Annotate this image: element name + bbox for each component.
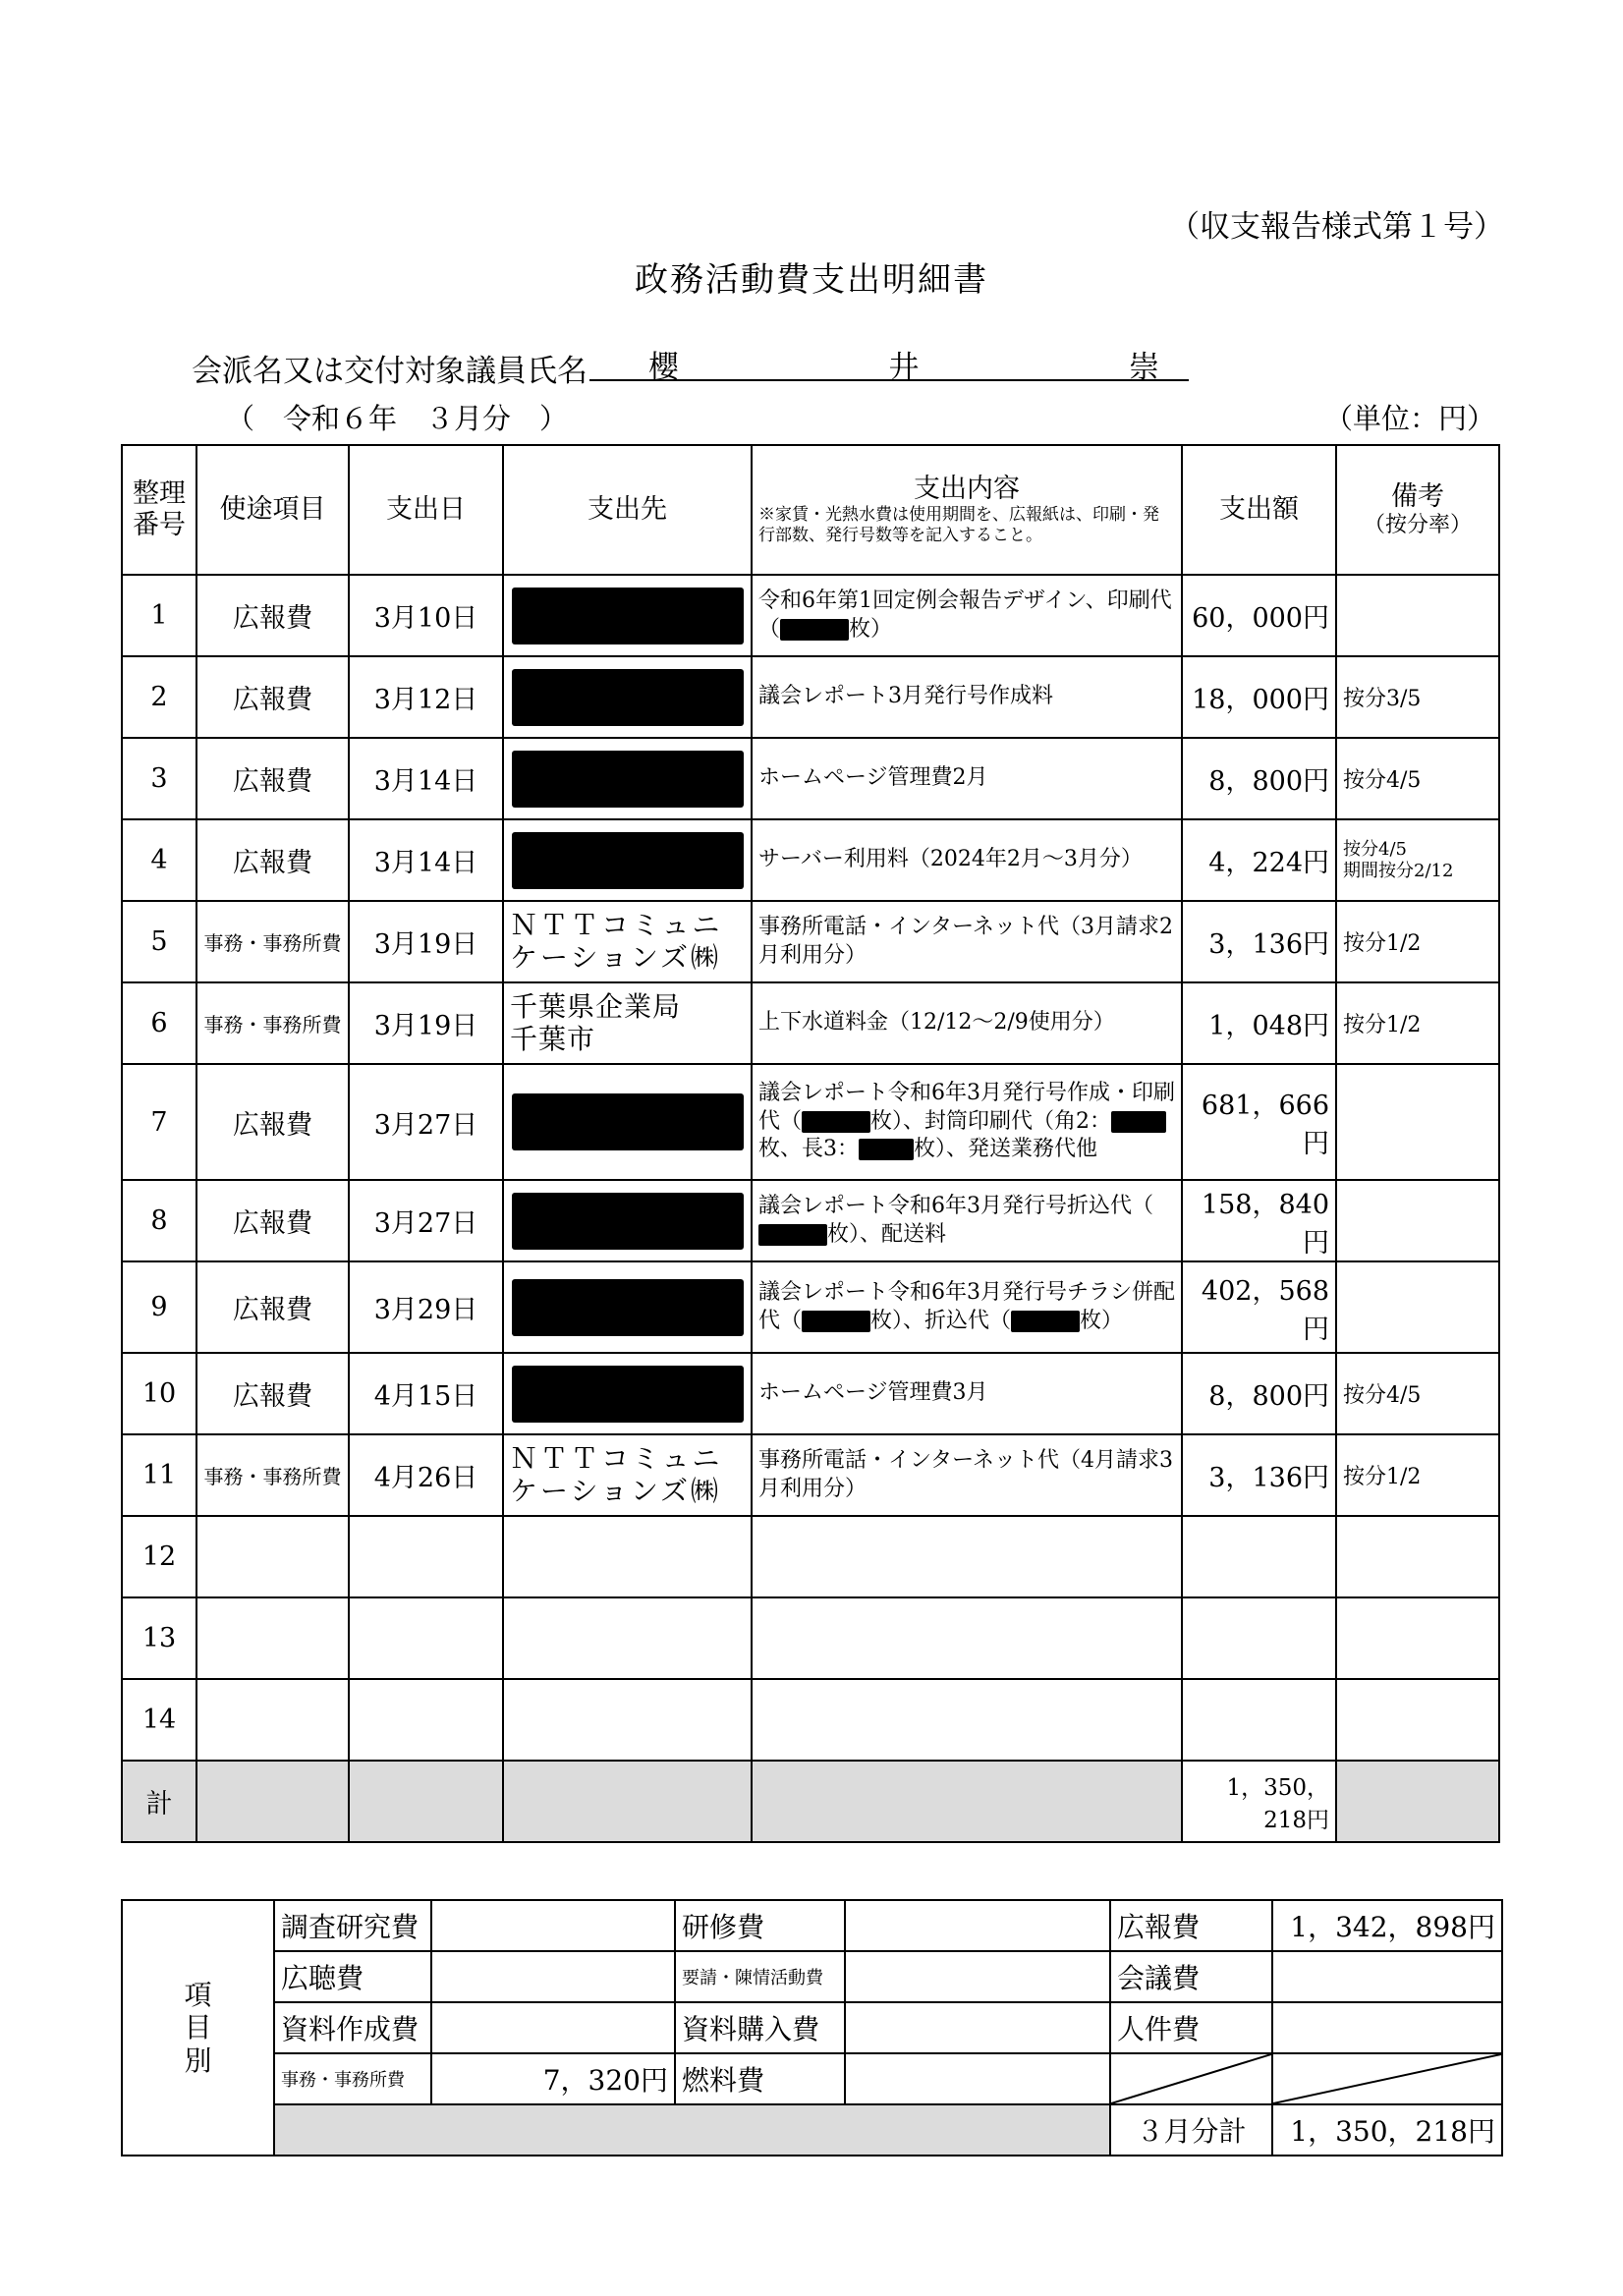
header-remarks-sub: （按分率） <box>1363 513 1472 537</box>
summary-item-label: 要請・陳情活動費 <box>675 1951 845 2002</box>
row-remarks: 按分1/2 <box>1336 982 1499 1064</box>
redaction <box>512 832 744 889</box>
row-date: 3月14日 <box>349 819 503 901</box>
summary-item-value <box>845 1951 1110 2002</box>
summary-item-label: 資料作成費 <box>274 2002 431 2053</box>
row-no: 10 <box>122 1353 196 1434</box>
form-id: （収支報告様式第１号） <box>1169 209 1504 245</box>
row-content: 事務所電話・インターネット代（4月請求3月利用分） <box>752 1434 1182 1516</box>
header-remarks-title: 備考 <box>1391 480 1444 512</box>
content-text: 枚）、発送業務代他 <box>914 1137 1098 1162</box>
row-date <box>349 1597 503 1679</box>
header-content-note: ※家賃・光熱水費は使用期間を、広報紙は、印刷・発行部数、発行号数等を記入すること。 <box>758 504 1159 546</box>
row-payee <box>503 738 752 819</box>
table-row <box>122 1516 1499 1597</box>
row-amount: 60，000円 <box>1182 575 1336 656</box>
row-category: 広報費 <box>196 1261 349 1353</box>
header-date: 支出日 <box>349 445 503 575</box>
row-date <box>349 1679 503 1761</box>
row-amount: 8，800円 <box>1182 1353 1336 1434</box>
row-category <box>196 1597 349 1679</box>
summary-item-value <box>431 1900 675 1951</box>
header-amount: 支出額 <box>1182 445 1336 575</box>
row-content <box>752 575 1182 656</box>
row-category: 事務・事務所費 <box>196 901 349 982</box>
owner-name-char: 櫻 <box>648 350 679 385</box>
header-payee: 支出先 <box>503 445 752 575</box>
redaction <box>512 669 744 726</box>
row-no: 14 <box>122 1679 196 1761</box>
row-amount: 8，800円 <box>1182 738 1336 819</box>
summary-item-label: 人件費 <box>1110 2002 1272 2053</box>
summary-item-value <box>1272 1951 1502 2002</box>
summary-item-value: 7，320円 <box>431 2053 675 2104</box>
side-char: 目 <box>184 2011 212 2044</box>
row-amount: 18，000円 <box>1182 656 1336 738</box>
summary-item-value: 1，342，898円 <box>1272 1900 1502 1951</box>
side-char: 項 <box>184 1978 212 2011</box>
row-date: 3月27日 <box>349 1064 503 1180</box>
row-category: 広報費 <box>196 1064 349 1180</box>
total-row <box>122 1761 1499 1842</box>
row-payee <box>503 1064 752 1180</box>
redaction <box>512 1193 744 1250</box>
row-remarks: 按分3/5 <box>1336 656 1499 738</box>
row-amount: 4，224円 <box>1182 819 1336 901</box>
row-payee <box>503 656 752 738</box>
table-row <box>122 1597 1499 1679</box>
row-remarks <box>1336 1597 1499 1679</box>
row-amount: 3，136円 <box>1182 901 1336 982</box>
row-remarks: 按分4/5 <box>1336 1353 1499 1434</box>
summary-item-label: 研修費 <box>675 1900 845 1951</box>
table-row <box>122 1261 1499 1353</box>
table-row <box>122 982 1499 1064</box>
content-text: 枚、長3： <box>758 1137 859 1162</box>
row-no: 6 <box>122 982 196 1064</box>
row-amount: 1，048円 <box>1182 982 1336 1064</box>
row-remarks: 按分1/2 <box>1336 1434 1499 1516</box>
redaction <box>1111 1111 1166 1133</box>
content-text: 枚） <box>849 616 893 642</box>
row-category: 広報費 <box>196 819 349 901</box>
table-row <box>122 1679 1499 1761</box>
row-content: サーバー利用料（2024年2月～3月分） <box>752 819 1182 901</box>
row-no: 5 <box>122 901 196 982</box>
row-payee: ＮＴＴコミュニケーションズ㈱ <box>503 901 752 982</box>
summary-item-value <box>845 1900 1110 1951</box>
summary-item-label: 調査研究費 <box>274 1900 431 1951</box>
row-payee <box>503 575 752 656</box>
redaction <box>512 1093 744 1150</box>
total-label: 計 <box>122 1761 196 1842</box>
table-row <box>122 656 1499 738</box>
row-date: 3月27日 <box>349 1180 503 1261</box>
row-date: 3月14日 <box>349 738 503 819</box>
shaded-cell <box>349 1761 503 1842</box>
row-category <box>196 1679 349 1761</box>
row-no: 13 <box>122 1597 196 1679</box>
header-content <box>752 445 1182 575</box>
row-content: 事務所電話・インターネット代（3月請求2月利用分） <box>752 901 1182 982</box>
row-remarks <box>1336 1064 1499 1180</box>
row-amount <box>1182 1679 1336 1761</box>
row-category: 広報費 <box>196 656 349 738</box>
header-no: 整理 番号 <box>122 445 196 575</box>
content-text: 枚） <box>1080 1308 1124 1333</box>
row-no: 8 <box>122 1180 196 1261</box>
redaction <box>758 1224 827 1246</box>
row-no: 4 <box>122 819 196 901</box>
table-row <box>122 575 1499 656</box>
content-text: 枚）、封筒印刷代（角2： <box>870 1108 1112 1134</box>
content-text: 議会レポート令和6年3月発行号折込代（ <box>758 1193 1153 1218</box>
row-content: ホームページ管理費2月 <box>752 738 1182 819</box>
redaction <box>512 1279 744 1336</box>
row-payee <box>503 1597 752 1679</box>
shaded-cell <box>1336 1761 1499 1842</box>
row-date: 3月12日 <box>349 656 503 738</box>
summary-item-label: 事務・事務所費 <box>274 2053 431 2104</box>
row-payee <box>503 1353 752 1434</box>
row-remarks: 按分1/2 <box>1336 901 1499 982</box>
redaction <box>802 1311 870 1332</box>
table-row <box>122 1353 1499 1434</box>
summary-item-value <box>431 2002 675 2053</box>
row-category: 広報費 <box>196 1353 349 1434</box>
content-text: 議会レポート令和6年3月発行号チラシ併配代（ <box>758 1279 1175 1333</box>
unit-label: （単位：円） <box>1324 402 1496 435</box>
row-payee <box>503 1180 752 1261</box>
row-no: 7 <box>122 1064 196 1180</box>
shaded-cell <box>503 1761 752 1842</box>
total-amount: 1，350，218円 <box>1182 1761 1336 1842</box>
row-category: 広報費 <box>196 575 349 656</box>
summary-item-label: 広聴費 <box>274 1951 431 2002</box>
owner-name-char: 井 <box>888 350 920 385</box>
row-content: 上下水道料金（12/12～2/9使用分） <box>752 982 1182 1064</box>
table-row <box>122 1434 1499 1516</box>
row-content <box>752 1064 1182 1180</box>
row-content: 議会レポート3月発行号作成料 <box>752 656 1182 738</box>
row-category: 事務・事務所費 <box>196 1434 349 1516</box>
summary-item-value <box>431 1951 675 2002</box>
summary-table <box>121 1899 1503 2156</box>
row-date: 3月29日 <box>349 1261 503 1353</box>
row-remarks <box>1336 819 1499 901</box>
redaction <box>512 751 744 808</box>
row-category <box>196 1516 349 1597</box>
row-content <box>752 1679 1182 1761</box>
row-date: 3月10日 <box>349 575 503 656</box>
row-remarks <box>1336 1180 1499 1261</box>
row-payee <box>503 819 752 901</box>
redaction <box>512 1366 744 1423</box>
shaded-cell <box>196 1761 349 1842</box>
row-no: 9 <box>122 1261 196 1353</box>
table-row <box>122 819 1499 901</box>
row-date: 3月19日 <box>349 901 503 982</box>
row-amount: 158，840円 <box>1182 1180 1336 1261</box>
row-amount: 681，666円 <box>1182 1064 1336 1180</box>
row-content <box>752 1516 1182 1597</box>
diagonal-cell <box>1272 2053 1502 2104</box>
table-row <box>122 1064 1499 1180</box>
row-remarks: 按分4/5 <box>1336 738 1499 819</box>
table-row <box>122 1180 1499 1261</box>
expense-table <box>121 444 1500 1843</box>
summary-item-label: 会議費 <box>1110 1951 1272 2002</box>
row-no: 3 <box>122 738 196 819</box>
row-no: 12 <box>122 1516 196 1597</box>
row-content <box>752 1597 1182 1679</box>
header-category: 使途項目 <box>196 445 349 575</box>
row-amount: 3，136円 <box>1182 1434 1336 1516</box>
owner-name-char: 崇 <box>1129 350 1159 385</box>
redaction <box>1011 1311 1080 1332</box>
row-date <box>349 1516 503 1597</box>
row-payee <box>503 1261 752 1353</box>
row-remarks <box>1336 1679 1499 1761</box>
summary-side-label <box>122 1900 274 2156</box>
summary-item-value <box>1272 2002 1502 2053</box>
diagonal-cell <box>1110 2053 1272 2104</box>
row-date: 4月15日 <box>349 1353 503 1434</box>
remarks-line: 期間按分2/12 <box>1343 860 1454 881</box>
row-remarks <box>1336 1261 1499 1353</box>
content-text: 令和6年第1回定例会報告デザイン、印刷代（ <box>758 588 1172 642</box>
summary-item-value <box>845 2053 1110 2104</box>
redaction <box>802 1111 870 1133</box>
row-amount <box>1182 1597 1336 1679</box>
content-text: 枚）、配送料 <box>827 1221 947 1247</box>
content-text: 議会レポート令和6年3月発行号作成・印刷代（ <box>758 1081 1175 1134</box>
row-category: 事務・事務所費 <box>196 982 349 1064</box>
period: （ 令和６年 ３月分 ） <box>226 402 569 435</box>
document-title: 政務活動費支出明細書 <box>635 260 988 300</box>
table-row <box>122 901 1499 982</box>
header-content-title: 支出内容 <box>914 473 1020 504</box>
summary-item-label: 資料購入費 <box>675 2002 845 2053</box>
row-no: 1 <box>122 575 196 656</box>
row-payee: ＮＴＴコミュニケーションズ㈱ <box>503 1434 752 1516</box>
redaction <box>512 588 744 644</box>
row-payee <box>503 1516 752 1597</box>
row-no: 2 <box>122 656 196 738</box>
owner-label: 会派名又は交付対象議員氏名 <box>192 354 588 389</box>
summary-item-value <box>845 2002 1110 2053</box>
row-content: ホームページ管理費3月 <box>752 1353 1182 1434</box>
redaction <box>859 1139 914 1160</box>
shaded-cell <box>752 1761 1182 1842</box>
summary-item-label: 燃料費 <box>675 2053 845 2104</box>
summary-item-label: 広報費 <box>1110 1900 1272 1951</box>
row-amount: 402，568円 <box>1182 1261 1336 1353</box>
row-content <box>752 1180 1182 1261</box>
row-category: 広報費 <box>196 738 349 819</box>
table-row <box>122 738 1499 819</box>
row-date: 3月19日 <box>349 982 503 1064</box>
row-date: 4月26日 <box>349 1434 503 1516</box>
shaded-cell <box>274 2104 1110 2156</box>
month-total-value: 1，350，218円 <box>1272 2104 1502 2156</box>
row-payee <box>503 1679 752 1761</box>
row-no: 11 <box>122 1434 196 1516</box>
row-remarks <box>1336 575 1499 656</box>
owner-name <box>589 342 1189 385</box>
row-category: 広報費 <box>196 1180 349 1261</box>
row-content <box>752 1261 1182 1353</box>
content-text: 枚）、折込代（ <box>870 1308 1012 1333</box>
row-amount <box>1182 1516 1336 1597</box>
month-total-label: ３月分計 <box>1110 2104 1272 2156</box>
row-payee: 千葉県企業局 千葉市 <box>503 982 752 1064</box>
row-remarks <box>1336 1516 1499 1597</box>
side-char: 別 <box>184 2044 212 2077</box>
header-remarks <box>1336 445 1499 575</box>
redaction <box>780 619 849 641</box>
remarks-line: 按分4/5 <box>1343 838 1407 860</box>
